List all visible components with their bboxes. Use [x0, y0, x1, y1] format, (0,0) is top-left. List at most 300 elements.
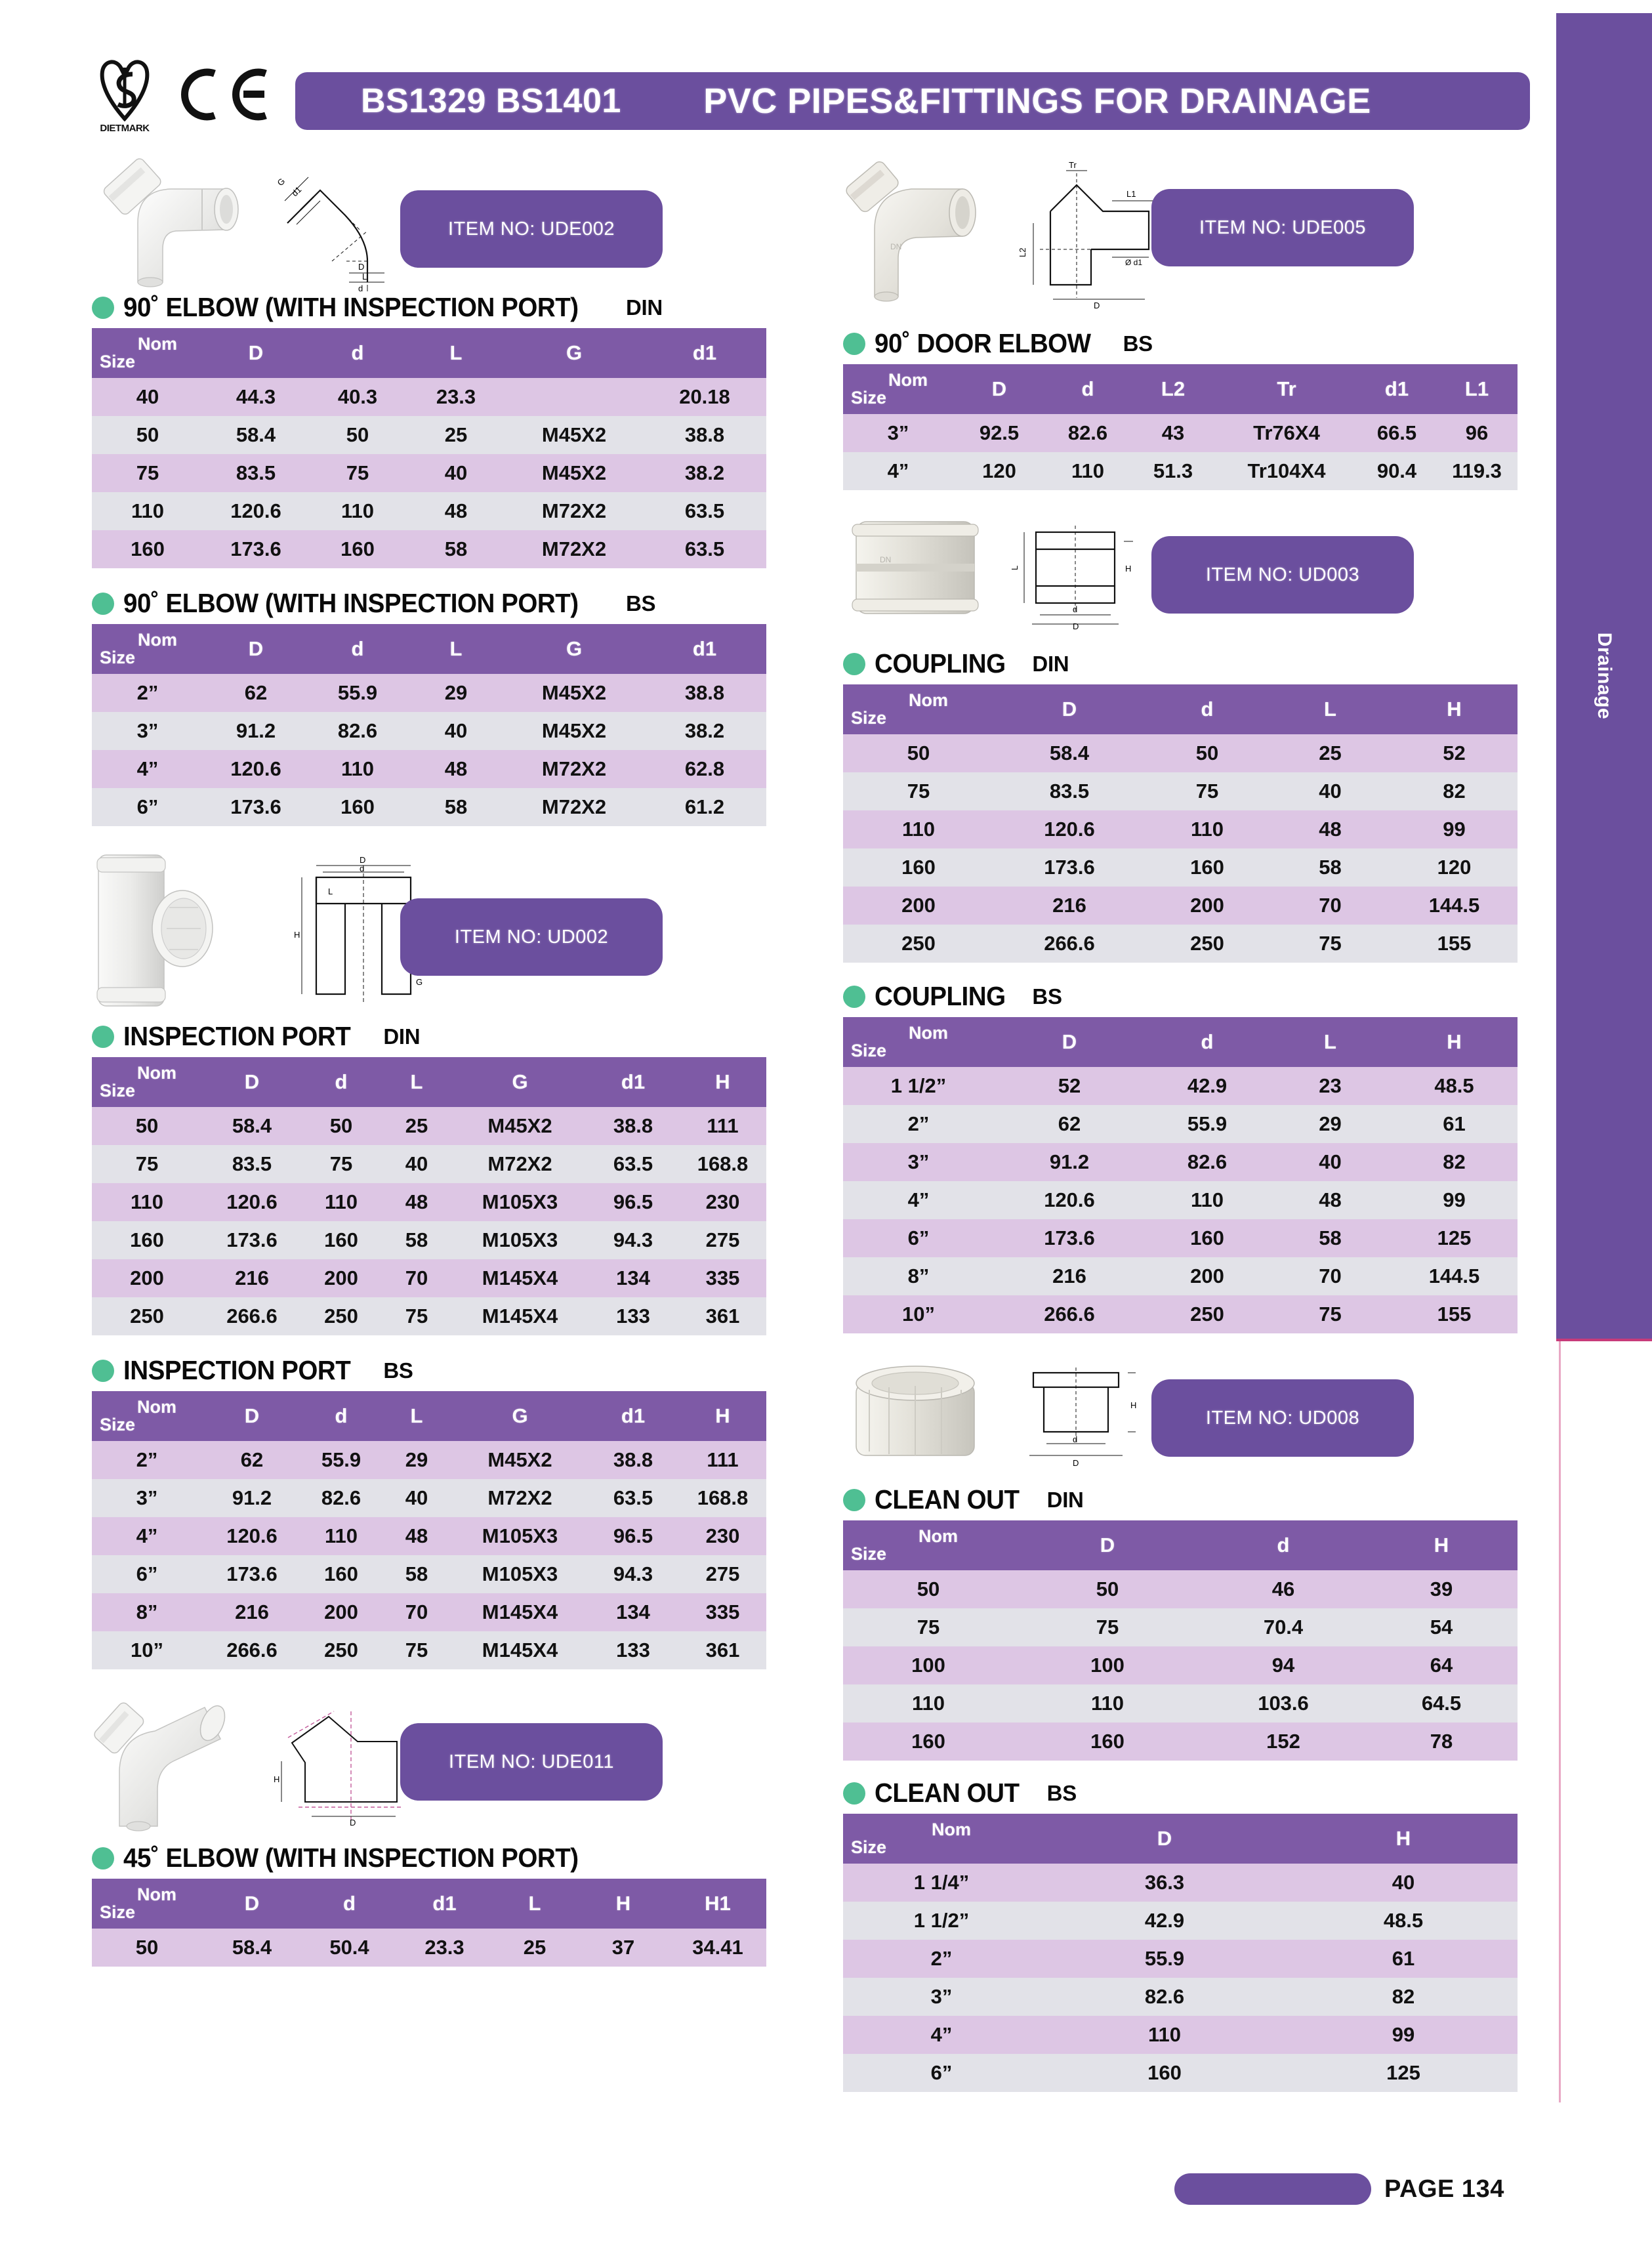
cell-value: M145X4 [453, 1259, 587, 1297]
section-title-90-elbow-din [92, 292, 820, 323]
cell-value: 160 [1145, 1219, 1270, 1257]
cell-value: 173.6 [203, 788, 308, 826]
table-body [843, 1570, 1518, 1761]
table-row [843, 1723, 1518, 1761]
cell-value: 39 [1365, 1570, 1518, 1608]
cell-value: 250 [302, 1631, 381, 1669]
table-row [843, 1608, 1518, 1646]
svg-text:H: H [1130, 1400, 1137, 1410]
table-row [843, 887, 1518, 925]
section-title-coupling-bs [843, 981, 1571, 1012]
cell-value: 82 [1391, 772, 1518, 810]
cell-value: 43 [1130, 414, 1216, 452]
svg-text:d1: d1 [289, 184, 304, 199]
table-header-row [92, 1879, 766, 1929]
cell-value: 75 [381, 1297, 453, 1335]
cell-value: 48.5 [1391, 1067, 1518, 1105]
cell-value: 58 [381, 1555, 453, 1593]
table-row [843, 734, 1518, 772]
cell-value: 63.5 [587, 1479, 679, 1517]
cell-value: 58.4 [994, 734, 1145, 772]
cell-value: 110 [308, 750, 407, 788]
cell-value: 50 [308, 416, 407, 454]
cell-value: M72X2 [453, 1145, 587, 1183]
svg-text:D: D [1094, 301, 1100, 310]
table-row [843, 1684, 1518, 1723]
col-header: Tr [1216, 364, 1357, 414]
cell-nom-size: 200 [92, 1259, 202, 1297]
cell-nom-size: 1 1/2” [843, 1902, 1040, 1940]
cell-value: M45X2 [505, 712, 643, 750]
cell-value: 120.6 [994, 1181, 1145, 1219]
cell-nom-size: 1 1/4” [843, 1864, 1040, 1902]
svg-text:D: D [1073, 1458, 1079, 1468]
cell-value: 120.6 [203, 492, 308, 530]
door-elbow-photo [843, 151, 1007, 302]
table-body [92, 1107, 766, 1335]
product-block-ud003 [843, 507, 1571, 648]
cell-nom-size: 6” [843, 2054, 1040, 2092]
left-column [92, 151, 820, 1967]
cell-value: 361 [679, 1297, 766, 1335]
cell-value: 335 [679, 1593, 766, 1631]
cell-value: 100 [1014, 1646, 1201, 1684]
cell-value: 111 [679, 1107, 766, 1145]
cell-value: 58 [1270, 848, 1391, 887]
svg-text:Tr: Tr [1069, 160, 1077, 170]
col-header: d [1145, 1017, 1270, 1067]
table-row [92, 1479, 766, 1517]
col-header: L [492, 1879, 577, 1929]
page-title: PVC PIPES&FITTINGS FOR DRAINAGE [703, 81, 1371, 121]
section-title-45-elbow [92, 1843, 820, 1873]
cell-value: 48 [381, 1183, 453, 1221]
cell-value: 29 [1270, 1105, 1391, 1143]
cell-value: 82.6 [1145, 1143, 1270, 1181]
cell-value: 144.5 [1391, 887, 1518, 925]
cell-nom-size: 110 [843, 810, 994, 848]
cell-value: 82 [1391, 1143, 1518, 1181]
logo-caption: DIETMARK [100, 123, 150, 134]
col-header: D [994, 1017, 1145, 1067]
cell-value: 46 [1201, 1570, 1365, 1608]
cell-value: 92.5 [953, 414, 1045, 452]
item-badge-ude002: ITEM NO: UDE002 [400, 190, 663, 268]
col-header: d1 [397, 1879, 492, 1929]
cell-value: 40 [407, 712, 505, 750]
elbow45-photo [92, 1692, 256, 1833]
side-tab-label: Drainage [1594, 632, 1615, 720]
section-name: COUPLING [875, 981, 1006, 1011]
cell-value: 64 [1365, 1646, 1518, 1684]
cell-value: 110 [1014, 1684, 1201, 1723]
page-number: PAGE 134 [1384, 2175, 1504, 2203]
cell-value: 91.2 [203, 712, 308, 750]
cell-value: 168.8 [679, 1145, 766, 1183]
cell-value: 50 [1145, 734, 1270, 772]
right-column [843, 151, 1571, 2092]
product-block-ude002 [92, 151, 820, 292]
cell-value: 82.6 [308, 712, 407, 750]
cell-value: 168.8 [679, 1479, 766, 1517]
col-header: D [202, 1391, 302, 1441]
cell-value: 160 [1040, 2054, 1289, 2092]
cell-nom-size: 3” [843, 414, 953, 452]
cell-value: 173.6 [203, 530, 308, 568]
table-row [92, 416, 766, 454]
cell-value: 52 [1391, 734, 1518, 772]
cell-value: 70 [381, 1259, 453, 1297]
col-header: L [381, 1057, 453, 1107]
table-clean-out-din [843, 1520, 1518, 1761]
bullet-dot-icon [92, 1847, 114, 1870]
cell-value: 216 [202, 1593, 302, 1631]
cell-value: 75 [308, 454, 407, 492]
svg-text:d: d [358, 283, 363, 293]
cell-nom-size: 160 [843, 848, 994, 887]
table-body [92, 1441, 766, 1669]
item-badge-ud008: ITEM NO: UD008 [1151, 1379, 1414, 1457]
cell-value: 36.3 [1040, 1864, 1289, 1902]
cell-value: 110 [1040, 2016, 1289, 2054]
table-row [843, 1864, 1518, 1902]
cell-nom-size: 200 [843, 887, 994, 925]
cell-value: M72X2 [453, 1479, 587, 1517]
cell-value: 61 [1391, 1105, 1518, 1143]
cell-value: 23 [1270, 1067, 1391, 1105]
section-name: INSPECTION PORT [123, 1355, 351, 1385]
col-header: G [453, 1057, 587, 1107]
table-row [843, 1902, 1518, 1940]
cell-nom-size: 8” [843, 1257, 994, 1295]
coupling-photo [843, 507, 994, 625]
bullet-dot-icon [843, 653, 865, 675]
section-name: 45˚ ELBOW (WITH INSPECTION PORT) [123, 1843, 579, 1873]
cell-value: 75 [1145, 772, 1270, 810]
cell-value: 230 [679, 1517, 766, 1555]
col-header: H [1289, 1814, 1518, 1864]
cell-value: 38.8 [587, 1441, 679, 1479]
cell-value: M145X4 [453, 1593, 587, 1631]
table-row [843, 1143, 1518, 1181]
col-header: d [302, 1057, 381, 1107]
bullet-dot-icon [92, 1360, 114, 1382]
cell-value: 110 [1145, 810, 1270, 848]
cell-value: 96 [1436, 414, 1518, 452]
cell-value: 133 [587, 1297, 679, 1335]
cell-value: 250 [1145, 1295, 1270, 1333]
cell-value: 25 [381, 1107, 453, 1145]
cell-value: 200 [1145, 1257, 1270, 1295]
cell-value: 173.6 [202, 1221, 302, 1259]
cell-value: 120.6 [202, 1517, 302, 1555]
cell-nom-size: 50 [843, 1570, 1014, 1608]
cell-value: 38.2 [643, 712, 766, 750]
table-body [843, 1067, 1518, 1333]
col-header: H1 [669, 1879, 766, 1929]
cell-value: 200 [1145, 887, 1270, 925]
cell-nom-size: 75 [92, 1145, 202, 1183]
cell-value: 173.6 [202, 1555, 302, 1593]
cell-value: 40 [381, 1145, 453, 1183]
col-nom-size: Nom Size [843, 684, 994, 734]
cell-value: 82.6 [302, 1479, 381, 1517]
col-header: d [1145, 684, 1270, 734]
cell-value: 275 [679, 1221, 766, 1259]
section-name: 90˚ ELBOW (WITH INSPECTION PORT) [123, 292, 579, 322]
table-row [92, 1259, 766, 1297]
table-row [92, 1145, 766, 1183]
cell-value: M72X2 [505, 492, 643, 530]
cell-nom-size: 75 [843, 1608, 1014, 1646]
svg-text:d: d [360, 864, 365, 873]
cell-value: 40 [381, 1479, 453, 1517]
cell-value: 40 [1289, 1864, 1518, 1902]
table-row [92, 1593, 766, 1631]
svg-text:H: H [274, 1774, 280, 1784]
cell-value: 120.6 [994, 810, 1145, 848]
cell-value: 25 [407, 416, 505, 454]
cell-nom-size: 160 [843, 1723, 1014, 1761]
cell-value: 160 [1145, 848, 1270, 887]
cell-value: 63.5 [587, 1145, 679, 1183]
cell-nom-size: 250 [92, 1297, 202, 1335]
table-row [92, 530, 766, 568]
product-block-ude011 [92, 1692, 820, 1843]
section-title-90-elbow-bs [92, 588, 820, 619]
col-header: d1 [587, 1057, 679, 1107]
cell-value: 29 [381, 1441, 453, 1479]
cell-value: 152 [1201, 1723, 1365, 1761]
col-header: L2 [1130, 364, 1216, 414]
table-row [843, 2016, 1518, 2054]
cell-value: 91.2 [994, 1143, 1145, 1181]
cell-value: 155 [1391, 1295, 1518, 1333]
cell-value: 94.3 [587, 1555, 679, 1593]
col-header: D [1014, 1520, 1201, 1570]
cell-value: 266.6 [994, 1295, 1145, 1333]
table-row [843, 772, 1518, 810]
cell-value: 110 [302, 1183, 381, 1221]
table-body [843, 1864, 1518, 2092]
svg-text:d: d [1073, 1434, 1078, 1444]
table-row [843, 1940, 1518, 1978]
table-row [92, 378, 766, 416]
product-block-ud008 [843, 1353, 1571, 1484]
table-inspection-port-din [92, 1057, 766, 1335]
table-header-row [92, 1391, 766, 1441]
table-90-elbow-bs [92, 624, 766, 826]
cell-value: 58 [407, 530, 505, 568]
clean-out-photo [843, 1353, 994, 1465]
cell-value: 230 [679, 1183, 766, 1221]
section-standard: BS [625, 591, 656, 616]
col-header: D [203, 624, 308, 674]
cell-value: 70 [381, 1593, 453, 1631]
cell-nom-size: 50 [92, 416, 203, 454]
col-header: H [577, 1879, 669, 1929]
cell-value: 99 [1391, 810, 1518, 848]
svg-text:Ø d1: Ø d1 [1125, 258, 1143, 267]
col-header: d1 [587, 1391, 679, 1441]
cell-nom-size: 4” [843, 1181, 994, 1219]
cell-value: 58.4 [203, 416, 308, 454]
table-row [843, 925, 1518, 963]
table-body [843, 414, 1518, 490]
table-row [92, 788, 766, 826]
section-standard: BS [1032, 984, 1062, 1009]
cell-value: 58.4 [202, 1929, 302, 1967]
cell-value: 103.6 [1201, 1684, 1365, 1723]
col-header: H [679, 1057, 766, 1107]
bullet-dot-icon [843, 1489, 865, 1511]
table-body [843, 734, 1518, 963]
side-accent-line [1559, 1341, 1652, 2102]
cell-value: 275 [679, 1555, 766, 1593]
cell-value: 82 [1289, 1978, 1518, 2016]
cell-value: 61.2 [643, 788, 766, 826]
table-row [92, 750, 766, 788]
cell-value: 75 [1270, 1295, 1391, 1333]
svg-text:D: D [358, 262, 365, 272]
cell-value: 40 [407, 454, 505, 492]
col-nom-size: Nom Size [92, 624, 203, 674]
footer-accent-bar [1174, 2173, 1371, 2205]
cell-nom-size: 160 [92, 1221, 202, 1259]
cell-value: 75 [302, 1145, 381, 1183]
cell-value: 125 [1289, 2054, 1518, 2092]
col-header: d [1201, 1520, 1365, 1570]
cell-nom-size: 2” [843, 1940, 1040, 1978]
table-header-row [92, 624, 766, 674]
table-body [92, 378, 766, 568]
cell-value: 58 [407, 788, 505, 826]
table-row [92, 1555, 766, 1593]
cell-value: 75 [381, 1631, 453, 1669]
cell-value: 160 [302, 1221, 381, 1259]
table-row [92, 674, 766, 712]
cell-value: 110 [308, 492, 407, 530]
cell-value: 40 [1270, 1143, 1391, 1181]
cell-value: 58 [381, 1221, 453, 1259]
heart-logo-icon [100, 56, 150, 121]
cell-value: 160 [308, 530, 407, 568]
table-clean-out-bs [843, 1814, 1518, 2092]
cell-value: 99 [1391, 1181, 1518, 1219]
section-name: COUPLING [875, 648, 1006, 679]
cell-value: 200 [302, 1259, 381, 1297]
cell-nom-size: 3” [843, 1978, 1040, 2016]
table-row [92, 1929, 766, 1967]
cell-nom-size: 4” [843, 2016, 1040, 2054]
col-header: G [505, 624, 643, 674]
cell-nom-size: 3” [843, 1143, 994, 1181]
cell-value: 23.3 [397, 1929, 492, 1967]
cell-nom-size: 2” [92, 1441, 202, 1479]
cell-value: 83.5 [202, 1145, 302, 1183]
bullet-dot-icon [843, 986, 865, 1008]
col-header: d [308, 624, 407, 674]
cell-value: 200 [302, 1593, 381, 1631]
section-title-clean-out-din [843, 1484, 1571, 1515]
table-row [843, 452, 1518, 490]
bullet-dot-icon [92, 593, 114, 615]
cell-value: 40 [1270, 772, 1391, 810]
cell-value: 160 [1014, 1723, 1201, 1761]
section-name: CLEAN OUT [875, 1778, 1020, 1808]
table-row [843, 1105, 1518, 1143]
col-header: D [202, 1879, 302, 1929]
cell-value: 55.9 [1040, 1940, 1289, 1978]
cell-value: M45X2 [505, 454, 643, 492]
svg-text:G: G [275, 176, 287, 188]
cell-value [505, 378, 643, 416]
col-header: D [202, 1057, 302, 1107]
cell-value: 63.5 [643, 530, 766, 568]
cell-value: 134 [587, 1593, 679, 1631]
col-header: G [453, 1391, 587, 1441]
cell-value: 216 [202, 1259, 302, 1297]
col-header: L [407, 624, 505, 674]
cell-value: 120 [953, 452, 1045, 490]
col-header: H [1391, 684, 1518, 734]
cell-value: 125 [1391, 1219, 1518, 1257]
cell-value: 48 [1270, 810, 1391, 848]
standard-badge: BS1329 BS1401 [361, 82, 621, 120]
col-header: H [679, 1391, 766, 1441]
cell-value: 63.5 [643, 492, 766, 530]
cell-nom-size: 110 [843, 1684, 1014, 1723]
cell-value: 62 [202, 1441, 302, 1479]
section-standard: BS [1046, 1780, 1077, 1805]
table-inspection-port-bs [92, 1391, 766, 1669]
cell-value: 25 [492, 1929, 577, 1967]
col-header: G [505, 328, 643, 378]
cell-value: 83.5 [203, 454, 308, 492]
cell-value: 38.8 [643, 674, 766, 712]
col-header: d1 [643, 328, 766, 378]
cell-nom-size: 110 [92, 1183, 202, 1221]
section-name: 90˚ ELBOW (WITH INSPECTION PORT) [123, 588, 579, 618]
cell-value: 48 [407, 750, 505, 788]
col-header: d [1045, 364, 1130, 414]
col-header: d [302, 1391, 381, 1441]
section-title-clean-out-bs [843, 1778, 1571, 1808]
col-nom-size: Nom Size [92, 1879, 202, 1929]
cell-value: M45X2 [453, 1107, 587, 1145]
table-row [92, 1631, 766, 1669]
svg-text:D: D [350, 1818, 356, 1828]
cell-value: 52 [994, 1067, 1145, 1105]
table-row [92, 1183, 766, 1221]
cell-value: 48 [407, 492, 505, 530]
col-header: L [407, 328, 505, 378]
cell-value: M72X2 [505, 788, 643, 826]
cell-nom-size: 8” [92, 1593, 202, 1631]
svg-text:DN: DN [880, 555, 892, 564]
table-row [92, 492, 766, 530]
cell-value: 50 [302, 1107, 381, 1145]
cell-value: M105X3 [453, 1221, 587, 1259]
cell-value: 120.6 [203, 750, 308, 788]
cell-value: 50 [1014, 1570, 1201, 1608]
section-standard: BS [1123, 331, 1153, 356]
cell-value: Tr104X4 [1216, 452, 1357, 490]
cell-value: 62 [203, 674, 308, 712]
table-header-row [843, 364, 1518, 414]
cell-nom-size: 250 [843, 925, 994, 963]
cell-value: 42.9 [1145, 1067, 1270, 1105]
